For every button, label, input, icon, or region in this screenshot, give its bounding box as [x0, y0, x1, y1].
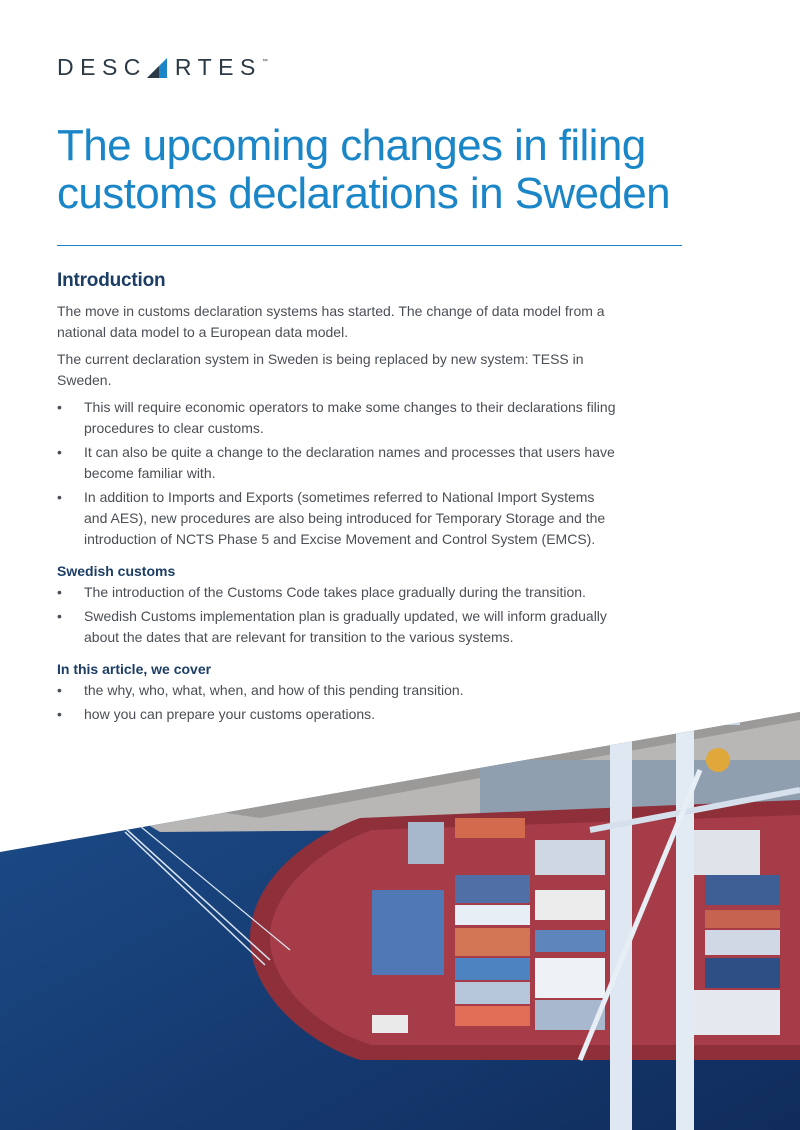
bullet-icon: •: [57, 706, 62, 722]
bullet-icon: •: [57, 444, 62, 460]
list-item-text: In addition to Imports and Exports (sometimes referred to National Import Systems and AES), new procedures are also being introduced for Temporary Storage and the introduction of NCTS Phase 5 and Excise Movement and Control System (EMCS).: [84, 489, 606, 547]
swedish-customs-heading: Swedish customs: [57, 563, 176, 579]
article-cover-heading: In this article, we cover: [57, 661, 212, 677]
list-item-text: The introduction of the Customs Code takes place gradually during the transition.: [84, 584, 586, 600]
bullet-icon: •: [57, 608, 62, 624]
list-item-text: Swedish Customs implementation plan is gradually updated, we will inform gradually about the dates that are relevant for transition to the various systems.: [84, 608, 607, 645]
intro-paragraph: The current declaration system in Sweden is being replaced by new system: TESS in Sweden.: [57, 351, 584, 388]
logo-text-start: DESC: [57, 54, 147, 80]
page-title: The upcoming changes in filing customs declarations in Sweden: [57, 121, 670, 218]
list-item-text: the why, who, what, when, and how of this pending transition.: [84, 682, 464, 698]
introduction-heading: Introduction: [57, 270, 166, 291]
bullet-icon: •: [57, 399, 62, 415]
bullet-icon: •: [57, 584, 62, 600]
list-item-text: how you can prepare your customs operations.: [84, 706, 376, 722]
bullet-icon: •: [57, 489, 62, 505]
logo-text-end: RTES: [174, 54, 262, 80]
list-item-text: This will require economic operators to make some changes to their declarations filing procedures to clear customs.: [84, 399, 616, 436]
intro-paragraph: The move in customs declaration systems has started. The change of data model from a national data model to a European data model.: [57, 303, 605, 340]
bullet-icon: •: [57, 682, 62, 698]
logo-trademark: ™: [261, 58, 268, 65]
list-item-text: It can also be quite a change to the declaration names and processes that users have become familiar with.: [84, 444, 615, 481]
